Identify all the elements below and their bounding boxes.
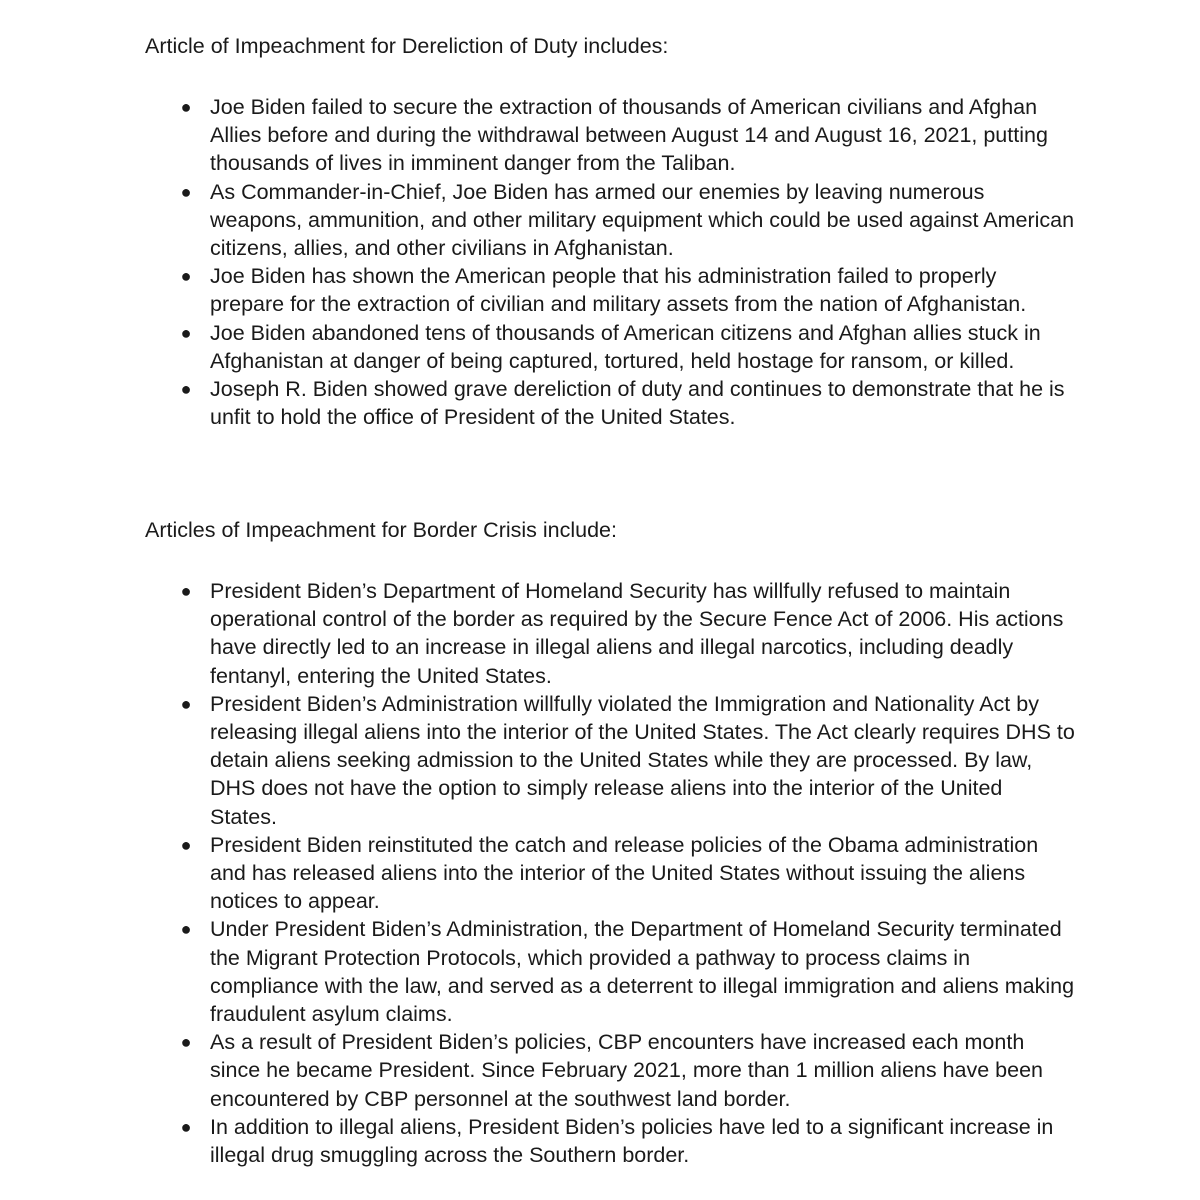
bullet-icon: ● (180, 322, 192, 343)
list-item-text: President Biden’s Department of Homeland Security has willfully refused to maintain operational control of the border as required by the Secure Fence Act of 2006. His actions have directly led to an increase in illegal aliens and illegal narcotics, including deadly fentanyl, entering the United States. (210, 579, 1064, 688)
list-item (145, 1113, 1075, 1169)
list-item (145, 1028, 1075, 1113)
list-item (145, 262, 1075, 318)
list-item-text: President Biden’s Administration willfully violated the Immigration and Nationality Act by releasing illegal aliens into the interior of the United States. The Act clearly requires DHS to detain aliens seeking admission to the United States while they are processed. By law, DHS does not have the option to simply release aliens into the interior of the United States. (210, 691, 1075, 829)
bullet-icon: ● (180, 181, 192, 202)
bullet-icon: ● (180, 1116, 192, 1137)
section-heading: Article of Impeachment for Dereliction of Duty includes: (145, 34, 669, 58)
bullet-list (145, 577, 1075, 1169)
list-item (145, 319, 1075, 375)
list-item-text: As a result of President Biden’s policies, CBP encounters have increased each month since he became President. Since February 2021, more than 1 million aliens have been encountered by CBP personnel at the southwest land border. (210, 1030, 1044, 1111)
list-item-text: Joe Biden failed to secure the extraction of thousands of American civilians and Afghan Allies before and during the withdrawal between August 14 and August 16, 2021, putting thousands of lives in imminent danger from the Taliban. (210, 95, 1048, 176)
list-item-text: President Biden reinstituted the catch and release policies of the Obama administration and has released aliens into the interior of the United States without issuing the aliens notices to appear. (210, 832, 1039, 914)
list-item-text: Joe Biden has shown the American people that his administration failed to properly prepare for the extraction of civilian and military assets from the nation of Afghanistan. (210, 264, 1027, 317)
bullet-icon: ● (180, 834, 192, 855)
bullet-list (145, 93, 1075, 431)
bullet-icon: ● (180, 919, 192, 940)
list-item (145, 93, 1075, 178)
list-item-text: Under President Biden’s Administration, the Department of Homeland Security terminated the Migrant Protection Protocols, which provided a pathway to process claims in compliance with the law, and served as a deterrent to illegal immigration and aliens making fraudulent asylum claims. (210, 917, 1075, 1027)
list-item (145, 915, 1075, 1028)
list-item-text: As Commander-in-Chief, Joe Biden has armed our enemies by leaving numerous weapons, ammunition, and other military equipment which could be used against American citizens, allies, and other civilians in Afghanistan. (210, 179, 1075, 261)
section-border-crisis (145, 516, 1075, 1169)
bullet-icon: ● (180, 379, 192, 400)
bullet-icon: ● (180, 97, 192, 117)
bullet-icon: ● (180, 1032, 192, 1053)
bullet-icon: ● (180, 266, 192, 287)
list-item (145, 690, 1075, 831)
list-item-text: Joe Biden abandoned tens of thousands of American citizens and Afghan allies stuck in Afghanistan at danger of being captured, tortured, held hostage for ransom, or killed. (210, 320, 1041, 373)
section-dereliction-of-duty (145, 32, 1075, 431)
list-item (145, 831, 1075, 916)
bullet-icon: ● (180, 581, 192, 601)
list-item-text: Joseph R. Biden showed grave dereliction of duty and continues to demonstrate that he is unfit to hold the office of President of the United States. (210, 377, 1065, 430)
section-heading: Articles of Impeachment for Border Crisis include: (145, 518, 617, 542)
list-item (145, 375, 1075, 431)
list-item (145, 178, 1075, 263)
bullet-icon: ● (180, 693, 192, 714)
list-item (145, 577, 1075, 690)
list-item-text: In addition to illegal aliens, President Biden’s policies have led to a significant increase in illegal drug smuggling across the Southern border. (210, 1114, 1054, 1168)
